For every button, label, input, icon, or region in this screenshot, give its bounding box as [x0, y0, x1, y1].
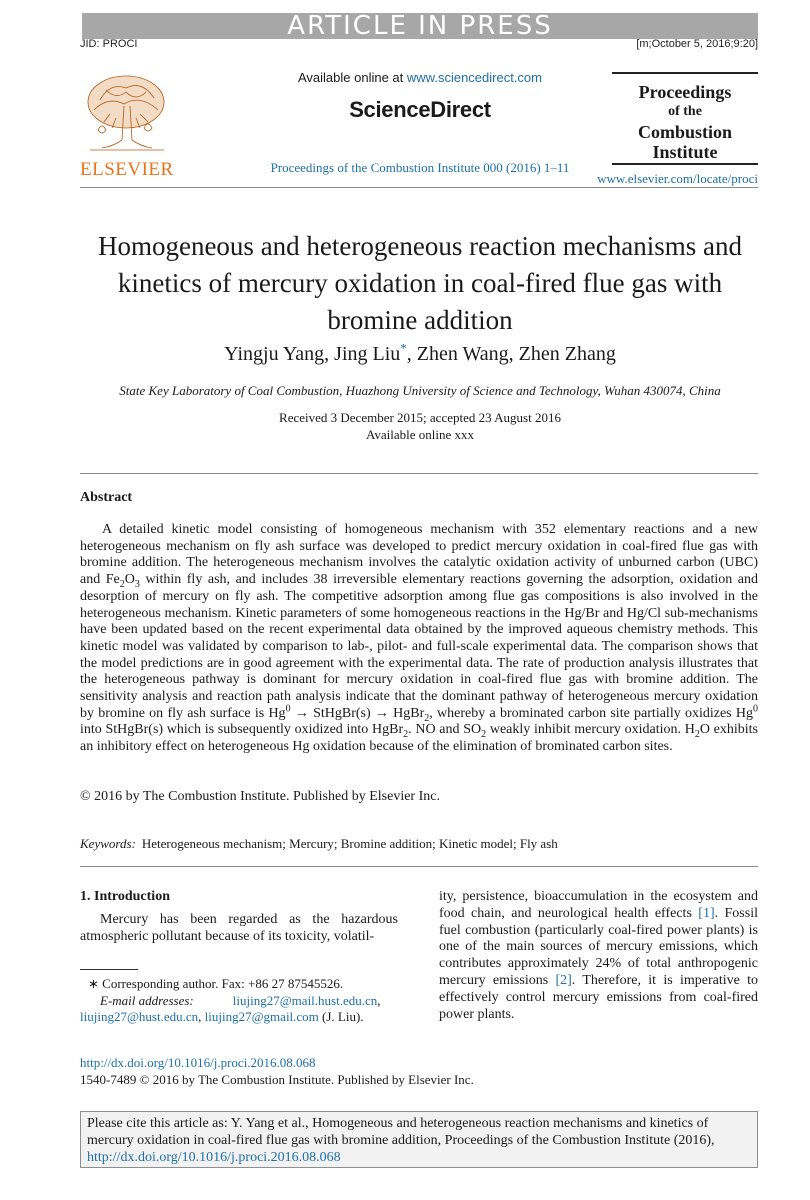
citation-doi-link[interactable]: http://dx.doi.org/10.1016/j.proci.2016.08.068: [87, 1150, 341, 1165]
corresponding-marker[interactable]: *: [400, 340, 407, 356]
journal-logo-box: [612, 72, 758, 165]
article-title: Homogeneous and heterogeneous reaction mechanisms and kinetics of mercury oxidation in coal-fired flue gas with bromine addition: [97, 231, 743, 335]
corresponding-footnote: [80, 976, 398, 1026]
keywords-label: Keywords:: [80, 836, 136, 851]
elsevier-logo: [80, 70, 174, 180]
affiliation: State Key Laboratory of Coal Combustion, Huazhong University of Science and Technology, Wuhan 430074, China: [119, 383, 721, 398]
citation-box: [80, 1111, 758, 1168]
abstract-top-divider: [80, 473, 758, 474]
reference-link-2[interactable]: [2]: [555, 972, 572, 988]
proc-line-2: of the: [668, 104, 702, 119]
proc-line-3: Combustion: [637, 122, 733, 142]
keywords-text: Heterogeneous mechanism; Mercury; Bromine addition; Kinetic model; Fly ash: [141, 836, 558, 851]
email-label: E-mail addresses:: [100, 992, 194, 1008]
header-divider: [80, 187, 758, 188]
journal-id: JID: PROCI: [80, 38, 138, 50]
abstract-paragraph: A detailed kinetic model consisting of homogeneous mechanism with 352 elementary reactions and a new heterogeneous mechanism on fly ash surface was developed to predict mercury oxidation in coal-fired flue gas with bromine addition. The heterogeneous mechanism involves the catalytic oxidation activity of unburned carbon (UBC) and $Fe_2O_3$ within fly ash, and includes 38 irreversible elementary reactions governing the adsorption, oxidation and desorption of mercury on fly ash. The competitive adsorption among flue gas compositions is also involved in the heterogeneous mechanism. Kinetic parameters of some homogeneous reactions in the Hg/Br and Hg/Cl sub-mechanisms have been updated based on the recent experimental data obtained by the improved aqueous chemistry methods. This kinetic model was validated by comparison to lab-, pilot- and full-scale experimental data. The comparison shows that the model predictions are in good agreement with the experimental data. The rate of production analysis illustrates that the heterogeneous pathway is dominant for mercury oxidation in coal-fired flue gas with bromine addition. The sensitivity analysis and reaction path analysis indicate that the dominant pathway of heterogeneous mercury oxidation by bromine on fly ash surface is $Hg^0$ → StHgBr(s) → HgBr$_2$, whereby a brominated carbon site partially oxidizes Hg$^0$ into StHgBr(s) which is subsequently oxidized into HgBr$_2$. NO and $SO_2$ weakly inhibit mercury oxidation. $H_2O$ exhibits an inhibitory effect on heterogeneous Hg oxidation because of the elimination of brominated carbon sites.: [80, 522, 758, 755]
footnote-line-2: E-mail addresses: liujing27@mail.hust.edu.cn,: [100, 992, 381, 1008]
available-text: Available online at: [297, 70, 407, 85]
citation-text: Please cite this article as: Y. Yang et al., Homogeneous and heterogeneous reaction mechanisms and kinetics of mercury oxidation in coal-fired flue gas with bromine addition, Proceedings of the Combustion Institute (2016),: [87, 1116, 715, 1148]
elsevier-wordmark: ELSEVIER: [80, 159, 174, 180]
issn-line: 1540-7489 © 2016 by The Combustion Institute. Published by Elsevier Inc.: [80, 1071, 474, 1087]
intro-column-2: ity, persistence, bioaccumulation in the ecosystem and food chain, and neurological health effects [1]. Fossil fuel combustion (particularly coal-fired power plants) is one of the main sources of mercury emissions, which contributes approximately 24% of total anthropogenic mercury emissions [2]. Therefore, it is imperative to effectively control mercury emissions from coal-fired power plants.: [439, 889, 759, 1022]
abstract-copyright: © 2016 by The Combustion Institute. Published by Elsevier Inc.: [80, 789, 440, 804]
intro-column-1: Mercury has been regarded as the hazardous atmospheric pollutant because of its toxicity, volatil-: [80, 912, 398, 944]
author-rest: , Zhen Wang, Zhen Zhang: [406, 343, 616, 365]
elsevier-tree-logo: [80, 70, 172, 156]
author-1: Yingju Yang,: [224, 343, 335, 365]
email-link-2[interactable]: liujing27@hust.edu.cn: [80, 1009, 199, 1024]
abstract-heading: Abstract: [80, 490, 133, 505]
author-2: Jing Liu: [334, 343, 401, 365]
footnote-line-1: ∗ Corresponding author. Fax: +86 27 87545526.: [88, 976, 344, 991]
journal-url-link[interactable]: www.elsevier.com/locate/proci: [597, 171, 758, 186]
journal-citation[interactable]: Proceedings of the Combustion Institute 000 (2016) 1–11: [270, 160, 570, 175]
received-date: Received 3 December 2015; accepted 23 August 2016: [279, 410, 561, 425]
reference-link-1[interactable]: [1]: [698, 905, 715, 921]
footnote-rule: [80, 969, 138, 970]
proc-line-1: Proceedings: [638, 82, 732, 102]
doi-link[interactable]: http://dx.doi.org/10.1016/j.proci.2016.08.068: [80, 1055, 316, 1070]
email-link-1[interactable]: liujing27@mail.hust.edu.cn: [232, 992, 378, 1008]
sciencedirect-link[interactable]: www.sciencedirect.com: [406, 70, 542, 85]
proc-line-4: Institute: [652, 142, 718, 162]
section-heading-introduction: 1. Introduction: [80, 889, 170, 904]
keywords-divider: [80, 866, 758, 867]
keywords: [80, 836, 558, 852]
online-date: Available online xxx: [365, 427, 475, 442]
doi-block: [80, 1055, 474, 1088]
available-online: [250, 70, 590, 85]
date-stamp: [m;October 5, 2016;9:20]: [636, 38, 758, 50]
sciencedirect-wordmark: ScienceDirect: [349, 97, 491, 122]
article-dates: [80, 409, 760, 443]
abstract-body: [80, 522, 758, 756]
footnote-line-3: liujing27@hust.edu.cn, liujing27@gmail.com (J. Liu).: [80, 1009, 364, 1024]
article-in-press-banner: ARTICLE IN PRESS: [82, 13, 758, 39]
email-link-3[interactable]: liujing27@gmail.com: [204, 1009, 319, 1024]
author-list: [80, 340, 760, 366]
